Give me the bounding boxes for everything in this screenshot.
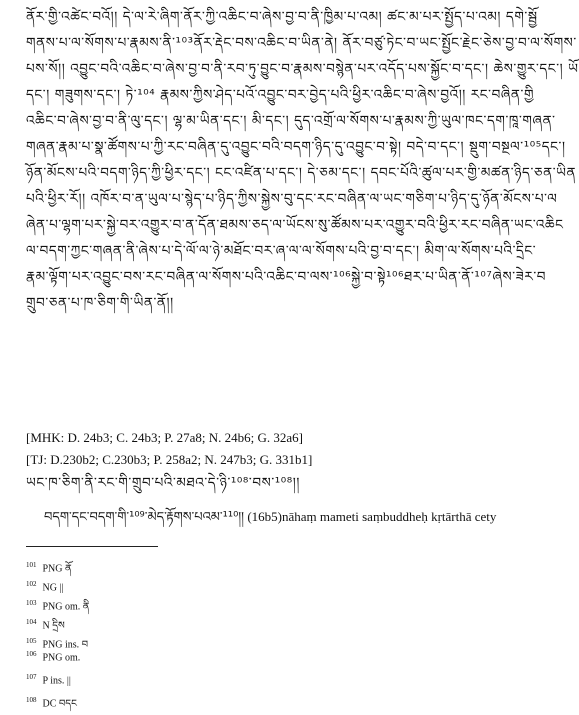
footnote-number: 108 — [26, 696, 37, 704]
footnote-number: 102 — [26, 580, 37, 588]
footnote-text: DC བདང — [42, 698, 77, 710]
footnote — [26, 556, 226, 575]
verse-line — [44, 504, 497, 530]
footnote-number: 106 — [26, 650, 37, 658]
tibetan-line: པས་སོ།། འབྱུང་བའི་འཆིང་བ་ཞེས་བྱ་བ་ནི་རབ་ཏུ་བྱུང་བ་རྣམས་བསྙེན་པར་འདོད་པས་སྐྱོང་བ་དང་། ཆེས་གྱུར་དང་། ཡོ — [26, 61, 579, 77]
footnote-text: P ins. || — [42, 675, 71, 687]
footnote-number: 107 — [26, 673, 37, 681]
tibetan-line: གཞན་རྣམ་པ་སྣ་ཚོགས་པ་ཀྱི་རང་བཞིན་དུ་འབྱུང་བའི་བདག་ཉིད་དུ་འབྱུང་བ་སྟེ། བདེ་བ་དང་། སྡུག་བསྔལ་¹⁰⁵དང་། — [26, 139, 566, 155]
tibetan-line: རྣམ་ལྟོག་པར་འབྱུང་བས་རང་བཞིན་ལ་སོགས་པའི་འཆིང་བ་ལས་¹⁰⁶སྐྱེ་བ་སྟེ¹⁰⁶ཐར་པ་ཡིན་ནོ་¹⁰⁷ཞེས་ཟེར་བ — [26, 269, 547, 285]
footnote — [26, 613, 226, 632]
tibetan-line: ཡང་ཁ་ཅིག་ནི་རང་གི་གྲུབ་པའི་མཐའ་དེ་ཉི་¹⁰⁸་བས་¹⁰⁸།། — [26, 475, 301, 491]
mhk-reference: [MHK: D. 24b3; C. 24b3; P. 27a8; N. 24b6; G. 32a6] — [26, 430, 303, 445]
tibetan-line: ནོར་གྱི་འཚེང་བའོ།། དེ་ལ་རེ་ཞིག་ནོར་ཀྱི་འཆིང་བ་ཞེས་བྱ་བ་ནི་ཁྱིམ་པ་འམ། ཚང་མ་པར་སྤྱོད་པ་འམ། དགེ་སྦྱོ — [26, 9, 538, 25]
footnote-text: PNG om. ནི — [42, 601, 90, 613]
footnote-text: PNG ins. བ — [42, 639, 89, 651]
footnote-divider — [26, 546, 158, 547]
tibetan-line: ལ་བདག་ཀྱང་གཞན་ནི་ཞེས་པ་དེ་ལོ་ལ་ཉེ་མཐོང་བར་ཞ་ལ་ལ་སོགས་པའི་བྱ་བ་དང་། མིག་ལ་སོགས་པའི་དྲིང་ — [26, 243, 537, 259]
footnote-number: 101 — [26, 561, 37, 569]
tibetan-line: གྲུབ་ཅན་པ་ཁ་ཅིག་གི་ཡིན་ནོ།། — [26, 295, 174, 311]
verse-tibetan: བདག་དང་བདག་གི་¹⁰⁹་མེད་རྟོགས་པའམ་¹¹⁰།། — [44, 510, 245, 525]
footnote-number: 103 — [26, 599, 37, 607]
footnotes — [26, 556, 226, 710]
footnote-number: 104 — [26, 618, 37, 626]
footnote-text: NG || — [42, 582, 64, 594]
tibetan-line: དང་། གཟུགས་དང་། ཏེ་¹⁰⁴ རྣམས་ཀྱིས་ཤེད་པའོ་འབྱུང་བར་བྱེད་པའི་ཕྱིར་འཆིང་བ་ཞེས་བྱའོ།། རང་བཞིན་གྱི — [26, 87, 535, 103]
footnote — [26, 668, 226, 687]
footnote-text: PNG ནོ — [42, 563, 72, 575]
canonical-references — [26, 428, 312, 470]
tibetan-intro-line — [26, 470, 484, 496]
footnote — [26, 645, 226, 664]
verse-sanskrit: (16b5)nāhaṃ mameti saṃbuddheḥ kṛtārthā cety — [247, 509, 497, 524]
tibetan-line: ཉོན་མོངས་པའི་བདག་ཉིད་ཀྱི་ཕྱིར་དང་། ངང་འཛིན་པ་དང་། དེ་ཅམ་དང་། དབང་པོའི་ཚུལ་པར་གྱི་མཚན་ཉིད་ཅན་ཡིན — [26, 165, 577, 181]
tibetan-line: པའི་ཕྱིར་རོ།། འཁོར་བ་ན་ཡུལ་པ་སྙེད་པ་ཉིད་ཀྱིས་སྐྱེས་བུ་དང་རང་བཞིན་ལ་ཡང་གཅིག་པ་ཉིད་དུ་ཉོན་མོངས་པ་ལ — [26, 191, 558, 207]
tj-reference: [TJ: D.230b2; C.230b3; P. 258a2; N. 247b3; G. 331b1] — [26, 452, 313, 467]
footnote-text: PNG om. — [42, 652, 81, 664]
tibetan-line: འཆིང་བ་ཞེས་བྱ་བ་ནི་ལུ་དང་། ལྷ་མ་ཡིན་དང་། མི་དང་། དུད་འགྲོ་ལ་སོགས་པ་རྣམས་ཀྱི་ཡུལ་ཁང་དག་ཁཱ་གཞན་ — [26, 113, 556, 129]
tibetan-line: ཞེན་པ་ལྷག་པར་སྐྱེ་བར་འགྱུར་བ་ན་དོན་ཐམས་ཅད་ལ་ཡོངས་སུ་ཚོམས་པར་འགྱུར་བའི་ཕྱིར་རང་བཞིན་ཡང་འཆིང — [26, 217, 564, 233]
footnote-text: N དྲིས — [42, 620, 65, 632]
footnote-number: 105 — [26, 637, 37, 645]
footnote — [26, 691, 226, 710]
footnote — [26, 594, 226, 613]
tibetan-line: གནས་པ་ལ་སོགས་པ་རྣམས་ནི་¹⁰³ནོར་རྡེང་བས་འཆིང་བ་ཡིན་ནེ། ནོར་བཙུ་ཏེང་བ་ཡང་སྤྱོང་རྗེང་ཅེས་བྱ་བ་ལ་སོགས་ — [26, 35, 577, 51]
tibetan-body-text — [26, 4, 579, 322]
footnote — [26, 575, 226, 594]
